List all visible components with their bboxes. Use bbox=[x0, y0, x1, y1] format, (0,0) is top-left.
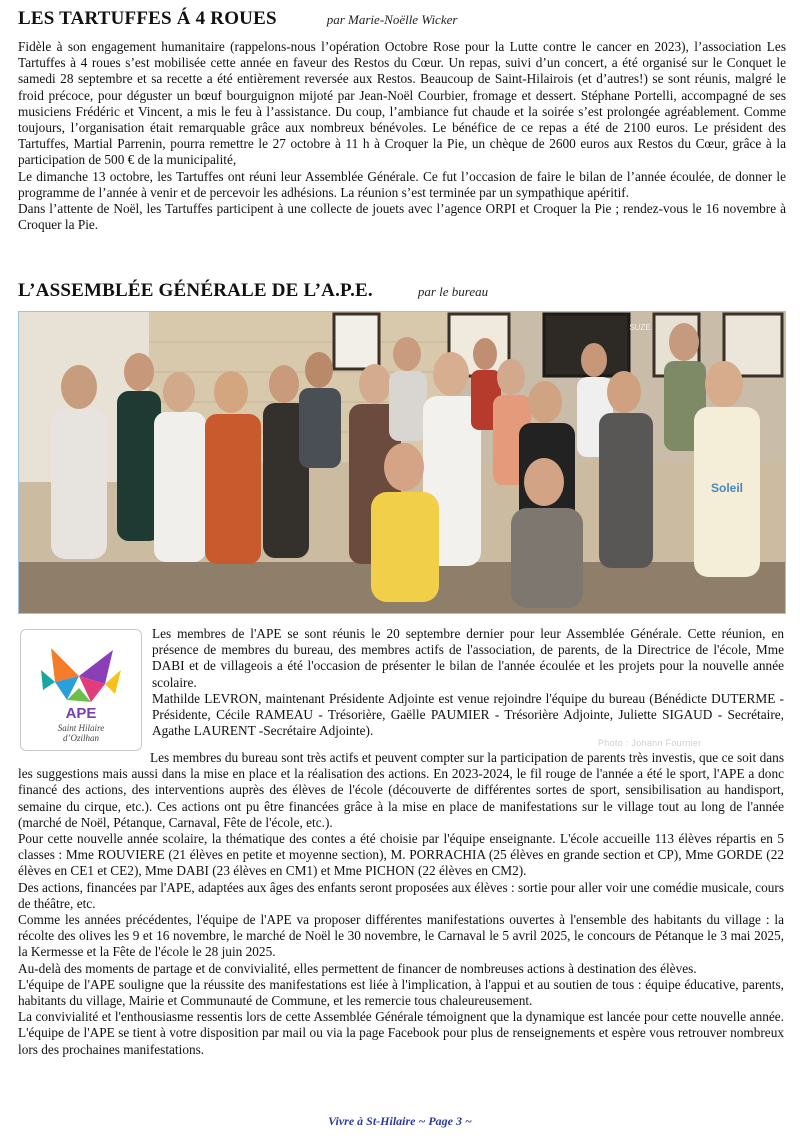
photo-sign-text: SUZE bbox=[629, 323, 651, 332]
ape-byline: par le bureau bbox=[417, 284, 489, 299]
ape-intro bbox=[152, 626, 784, 739]
page-footer: Vivre à St-Hilaire ~ Page 3 ~ bbox=[328, 1114, 472, 1128]
ape-header bbox=[18, 280, 488, 302]
tartuffes-paragraph: Fidèle à son engagement humanitaire (rappelons-nous l’opération Octobre Rose pour la Lutte contre le cancer en 2023), l’association Les Tartuffes à 4 roues s’est mobilisée cette année en faveur des Restos du Cœur. Un repas, suivi d’un concert, a été organisé sur le Conquet le samedi 28 septembre et sa recette a été entièrement reversée aux Restos. Beaucoup de Saint-Hilairois (et d’autres!) se sont réunis, malgré le froid précoce, pour déguster un bœuf bourguignon mijoté par Jean-Noël Courbier, fromage et dessert. Stéphane Portelli, accompagné de ses musiciens Frédéric et Vincent, a mis le feu à l’assistance. Du coup, l’ambiance fut chaude et la soirée s’est prolongée agréablement. Comme toujours, l’organisation était remarquable grâce aux nombreux bénévoles. Le bénéfice de ce repas a été de 2100 euros. Le président des Tartuffes, Martial Parrenin, pourra remettre le 27 octobre à 11 h à Croquer la Pie, un chèque de 2600 euros aux Restos du Cœur, grâce à la participation de 500 € de la municipalité, bbox=[18, 39, 786, 168]
tartuffes-byline: par Marie-Noëlle Wicker bbox=[326, 12, 458, 27]
tartuffes-header bbox=[18, 8, 457, 30]
ape-logo-line1: Saint Hilaire bbox=[57, 723, 105, 733]
ape-paragraph: Au-delà des moments de partage et de convivialité, elles permettent de financer de nombreuses actions à destination des élèves. bbox=[18, 960, 697, 976]
ape-paragraph: Comme les années précédentes, l'équipe de l'APE va proposer différentes manifestations ouvertes à l'ensemble des habitants du village : la récolte des olives les 9 et 16 novembre, le marché de Noël le 30 novembre, le Carnaval le 5 avril 2025, le concours de Pétanque le 3 mai 2025, la Kermesse et la Fête de l'école le 28 juin 2025. bbox=[18, 912, 784, 960]
tartuffes-title: LES TARTUFFES Á 4 ROUES bbox=[18, 8, 277, 29]
ape-intro-paragraph: Les membres de l'APE se sont réunis le 20 septembre dernier pour leur Assemblée Générale. Cette réunion, en présence de membres du bureau, des membres actifs de l'association, de parents, de la Directrice de l'école, Mme DABI et de villageois a été l'occasion de présenter le bilan de l'année écoulée et les projets pour la nouvelle année scolaire. bbox=[152, 626, 784, 690]
ape-title: L’ASSEMBLÉE GÉNÉRALE DE L’A.P.E. bbox=[18, 280, 373, 301]
ape-paragraph: L'équipe de l'APE souligne que la réussite des manifestations est liée à l'implication, à l'appui et au soutien de tous : équipe éducative, parents, habitants du village, Mairie et Communauté de Commune, et les remercie tous chaleureusement. bbox=[18, 976, 784, 1009]
ape-article-body bbox=[18, 750, 784, 1058]
ape-intro-paragraph: Mathilde LEVRON, maintenant Présidente Adjointe est venue rejoindre l'équipe du bureau (Bénédicte DUTERME - Présidente, Cécile RAMEAU - Trésorière, Gaëlle PAUMIER - Trésorière Adjointe, Juliette SIGAUD - Secrétaire, Agathe LAURENT -Secrétaire Adjointe). bbox=[152, 690, 784, 739]
tartuffes-paragraph: Dans l’attente de Noël, les Tartuffes participent à une collecte de jouets avec l’agence ORPI et Croquer la Pie ; rendez-vous le 16 novembre à Croquer la Pie. bbox=[18, 201, 786, 233]
group-photo bbox=[18, 311, 786, 614]
tartuffes-article-body bbox=[18, 39, 786, 233]
ape-paragraph: La convivialité et l'enthousiasme ressentis lors de cette Assemblée Générale témoignent que la dynamique est lancée pour cette nouvelle année. L'équipe de l'APE se tient à votre disposition par mail ou via la page Facebook pour plus de renseignements et espère vous retrouver nombreux lors des prochaines manifestations. bbox=[18, 1009, 784, 1057]
ape-logo-line2: d’Ozilhan bbox=[63, 733, 99, 743]
ape-paragraph: Des actions, financées par l'APE, adaptées aux âges des enfants seront proposées aux élèves : sortie pour aller voir une comédie musicale, cours de théâtre, etc. bbox=[18, 879, 784, 911]
svg-text:Soleil: Soleil bbox=[710, 481, 744, 495]
tartuffes-paragraph: Le dimanche 13 octobre, les Tartuffes ont réuni leur Assemblée Générale. Ce fut l’occasion de faire le bilan de l’année écoulée, de donner le programme de l’année à venir et de percevoir les adhésions. La réunion s’est terminée par un sympathique apéritif. bbox=[18, 168, 786, 200]
ape-logo bbox=[20, 629, 142, 751]
photo-credit: Photo : Johann Fournier bbox=[598, 738, 702, 748]
ape-logo-letters: APE bbox=[65, 705, 97, 722]
ape-paragraph: Les membres du bureau sont très actifs et peuvent compter sur la participation de parents très investis, que ce soit dans les suggestions mais aussi dans la mise en place et la réalisation des actions. En 2023-2024, le fil rouge de l'année a été le sport, l'APE a donc financé des actions, des interventions auprès des élèves de l'école (découverte de différentes sortes de sport, sensibilisation au handisport, semaine du cirque, etc.). Ces actions ont pu être financées grâce à la mise en place de manifestations sur le village tout au long de l'année (marché de Noël, Pétanque, Carnaval, Fête de l'école, etc.). bbox=[18, 750, 784, 830]
ape-paragraph: Pour cette nouvelle année scolaire, la thématique des contes a été choisie par l'équipe enseignante. L'école accueille 113 élèves répartis en 5 classes : Mme ROUVIERE (21 élèves en petite et moyenne section), M. PORRACHIA (25 élèves en grande section et CP), Mme GORDE (22 élèves en CE1 et CE2), Mme DABI (23 élèves en CM1) et Mme PICHON (22 élèves en CM2). bbox=[18, 831, 784, 879]
